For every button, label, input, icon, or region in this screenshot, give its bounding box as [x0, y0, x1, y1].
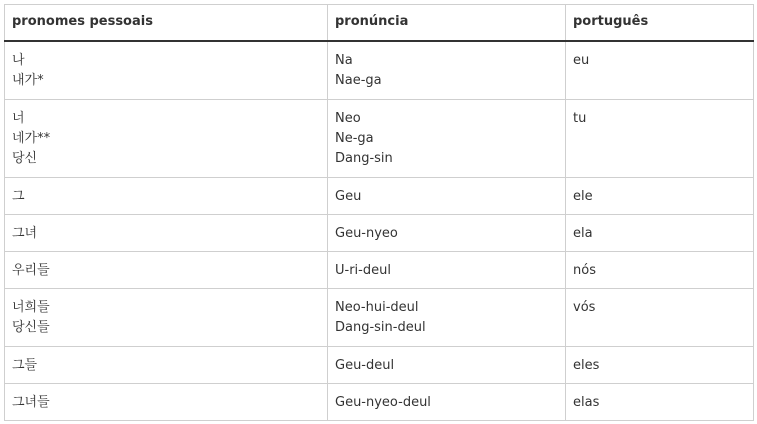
- pronunciation-text: Geu-nyeo-deul: [335, 394, 431, 410]
- korean-pronoun: 그녀들: [12, 394, 50, 410]
- portuguese-text: tu: [573, 110, 587, 126]
- header-pronunciation: pronúncia: [328, 5, 566, 42]
- pronunciation-cell: [328, 251, 566, 288]
- korean-cell: [5, 346, 328, 383]
- table-row: [5, 251, 754, 288]
- portuguese-cell: [566, 251, 754, 288]
- portuguese-text: nós: [573, 262, 596, 278]
- portuguese-text: ele: [573, 188, 593, 204]
- table-row: [5, 177, 754, 214]
- korean-cell: [5, 251, 328, 288]
- korean-pronoun: 너: [12, 110, 25, 126]
- korean-pronoun: 나: [12, 53, 25, 68]
- portuguese-text: vós: [573, 299, 596, 315]
- pronunciation-cell: [328, 99, 566, 177]
- korean-cell: [5, 383, 328, 420]
- pronunciation-text: Dang-sin: [335, 150, 393, 166]
- header-personal-pronouns: pronomes pessoais: [5, 5, 328, 42]
- korean-cell: [5, 177, 328, 214]
- portuguese-cell: [566, 346, 754, 383]
- pronunciation-cell: [328, 288, 566, 346]
- pronunciation-text: Neo: [335, 110, 361, 126]
- pronunciation-text: Neo-hui-deul: [335, 299, 419, 315]
- korean-pronoun: 당신들: [12, 319, 50, 335]
- pronunciation-cell: [328, 41, 566, 99]
- portuguese-cell: [566, 383, 754, 420]
- korean-pronoun: 그들: [12, 357, 38, 373]
- table-row: [5, 383, 754, 420]
- portuguese-cell: [566, 41, 754, 99]
- pronunciation-text: Geu-nyeo: [335, 225, 398, 241]
- portuguese-text: eu: [573, 53, 590, 68]
- pronunciation-text: Dang-sin-deul: [335, 319, 426, 335]
- korean-pronoun: 그: [12, 188, 25, 204]
- korean-pronoun: 그녀: [12, 225, 38, 241]
- portuguese-cell: [566, 177, 754, 214]
- korean-pronoun: 내가*: [12, 73, 44, 88]
- portuguese-cell: [566, 214, 754, 251]
- pronunciation-cell: [328, 383, 566, 420]
- table-row: [5, 346, 754, 383]
- pronunciation-text: Nae-ga: [335, 73, 382, 88]
- portuguese-cell: [566, 99, 754, 177]
- header-portuguese: português: [566, 5, 754, 42]
- pronunciation-text: Geu: [335, 188, 362, 204]
- korean-pronoun: 당신: [12, 150, 38, 166]
- portuguese-text: ela: [573, 225, 593, 241]
- table-row: [5, 41, 754, 99]
- portuguese-text: elas: [573, 394, 600, 410]
- korean-cell: [5, 99, 328, 177]
- pronunciation-cell: [328, 214, 566, 251]
- pronunciation-cell: [328, 346, 566, 383]
- pronouns-table: [4, 4, 754, 421]
- portuguese-text: eles: [573, 357, 600, 373]
- pronunciation-text: Na: [335, 53, 353, 68]
- pronunciation-text: U-ri-deul: [335, 262, 391, 278]
- pronunciation-cell: [328, 177, 566, 214]
- korean-pronoun: 우리들: [12, 262, 50, 278]
- pronunciation-text: Ne-ga: [335, 130, 374, 146]
- table-row: [5, 214, 754, 251]
- table-row: [5, 99, 754, 177]
- korean-cell: [5, 288, 328, 346]
- portuguese-cell: [566, 288, 754, 346]
- korean-cell: [5, 214, 328, 251]
- pronunciation-text: Geu-deul: [335, 357, 395, 373]
- korean-pronoun: 네가**: [12, 130, 51, 146]
- korean-pronoun: 너희들: [12, 299, 50, 315]
- table-row: [5, 288, 754, 346]
- korean-cell: [5, 41, 328, 99]
- table-header-row: [5, 5, 754, 42]
